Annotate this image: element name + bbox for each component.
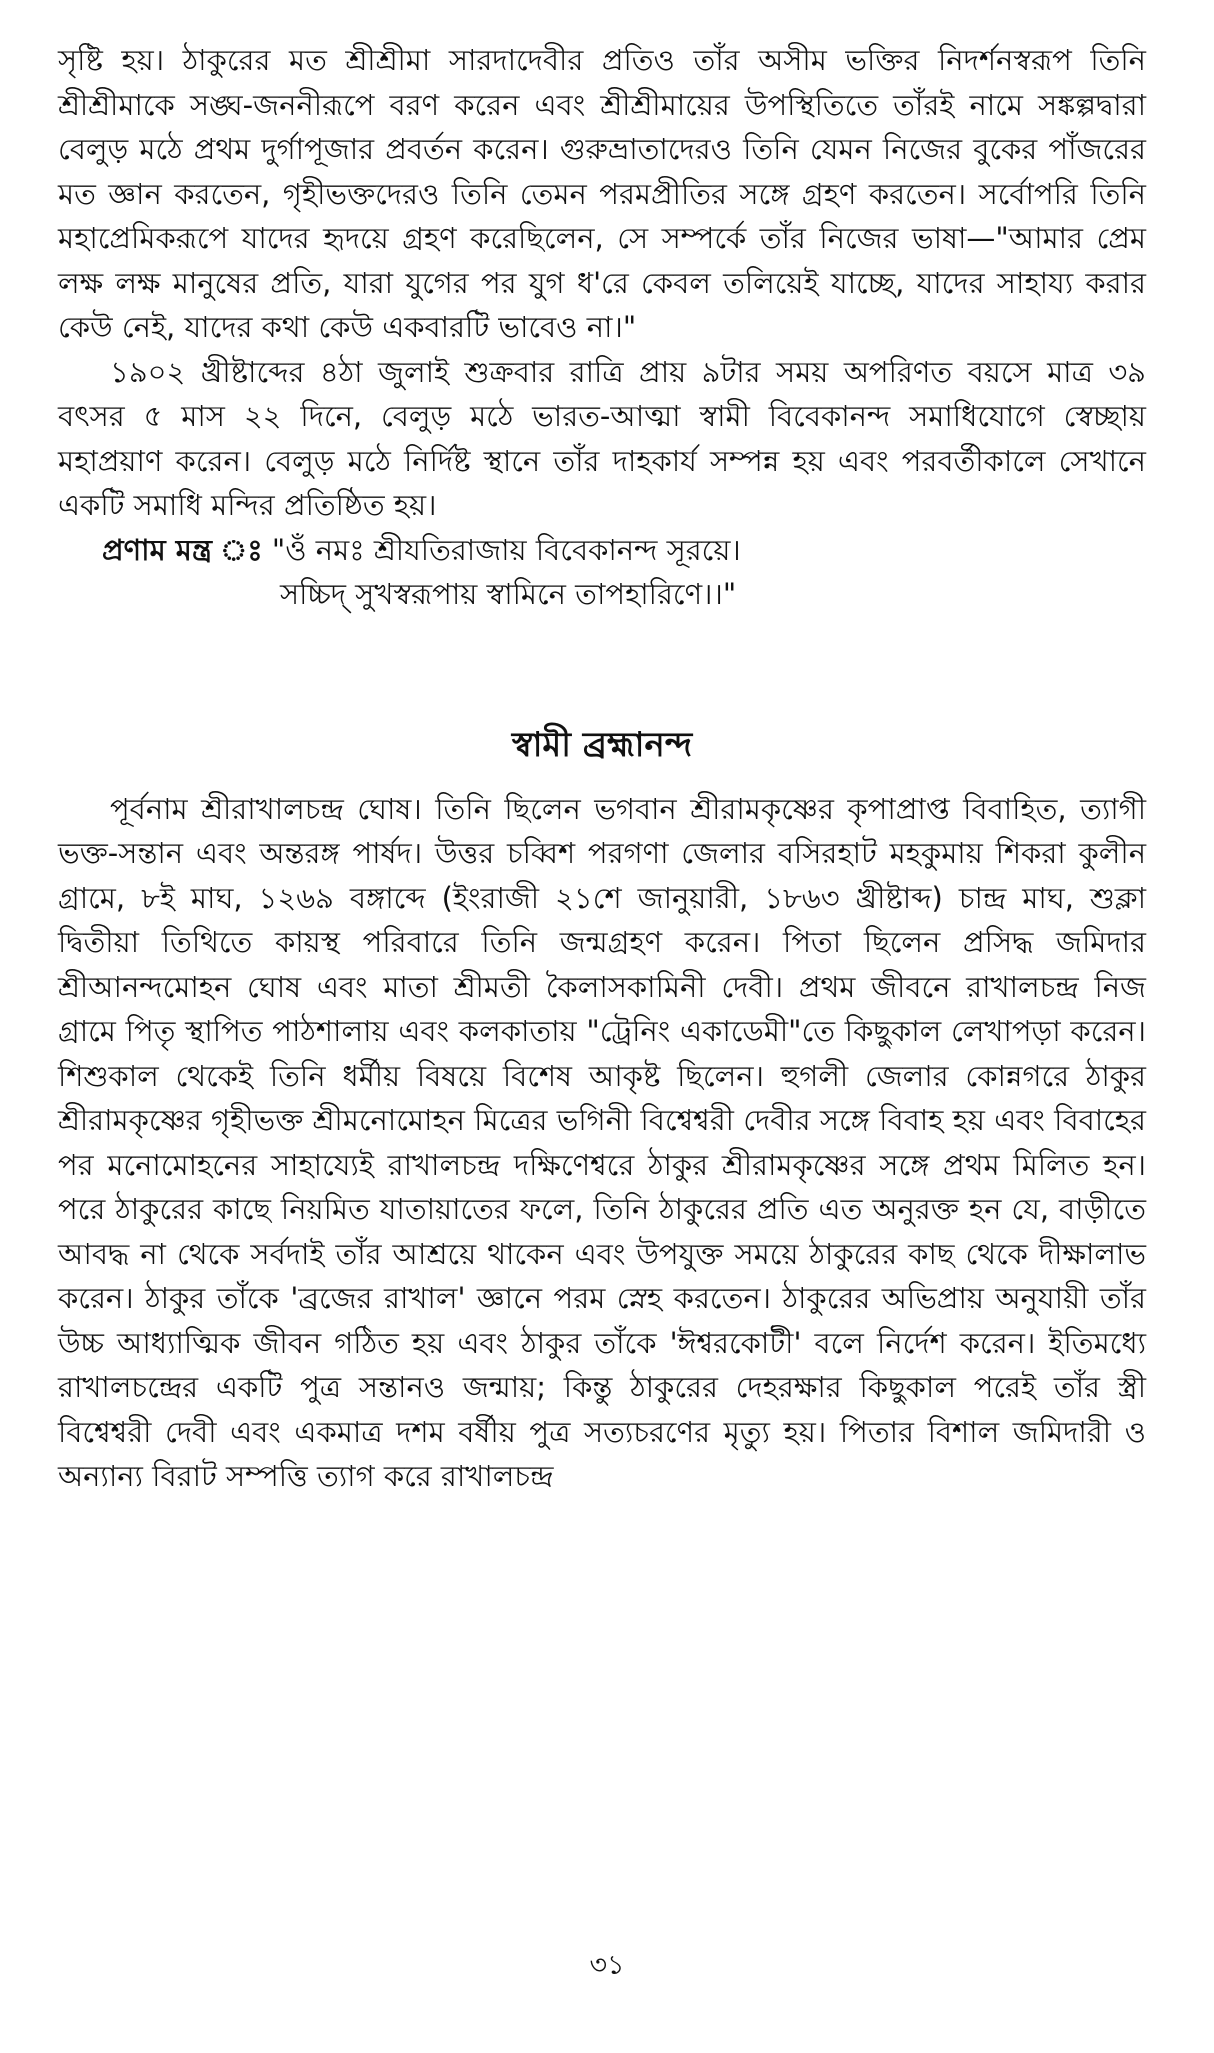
pranam-mantra-line-1: [58, 528, 1146, 573]
pranam-mantra-label: প্রণাম মন্ত্র ঃ: [102, 532, 263, 567]
pranam-mantra-text-1: "ওঁ নমঃ শ্রীযতিরাজায় বিবেকানন্দ সূরয়ে।: [271, 532, 741, 567]
section-heading: স্বামী ব্রহ্মানন্দ: [511, 724, 693, 765]
page-number: ৩১: [589, 1950, 625, 1981]
pranam-mantra-line-2: সচ্চিদ্ সুখস্বরূপায় স্বামিনে তাপহারিণে।।": [280, 577, 737, 611]
book-page: [58, 38, 1146, 2028]
brahmananda-paragraph: পূর্বনাম শ্রীরাখালচন্দ্র ঘোষ। তিনি ছিলেন ভগবান শ্রীরামকৃষ্ণের কৃপাপ্রাপ্ত বিবাহিত, ত্যাগী ভক্ত-সন্তান এবং অন্তরঙ্গ পার্ষদ। উত্তর চব্বিশ পরগণা জেলার বসিরহাট মহকুমায় শিকরা কুলীন গ্রামে, ৮ই মাঘ, ১২৬৯ বঙ্গাব্দে (ইংরাজী ২১শে জানুয়ারী, ১৮৬৩ খ্রীষ্টাব্দ) চান্দ্র মাঘ, শুক্লা দ্বিতীয়া তিথিতে কায়স্থ পরিবারে তিনি জন্মগ্রহণ করেন। পিতা ছিলেন প্রসিদ্ধ জমিদার শ্রীআনন্দমোহন ঘোষ এবং মাতা শ্রীমতী কৈলাসকামিনী দেবী। প্রথম জীবনে রাখালচন্দ্র নিজ গ্রামে পিতৃ স্থাপিত পাঠশালায় এবং কলকাতায় "ট্রেনিং একাডেমী"তে কিছুকাল লেখাপড়া করেন। শিশুকাল থেকেই তিনি ধর্মীয় বিষয়ে বিশেষ আকৃষ্ট ছিলেন। হুগলী জেলার কোন্নগরে ঠাকুর শ্রীরামকৃষ্ণের গৃহীভক্ত শ্রীমনোমোহন মিত্রের ভগিনী বিশ্বেশ্বরী দেবীর সঙ্গে বিবাহ হয় এবং বিবাহের পর মনোমোহনের সাহায্যেই রাখালচন্দ্র দক্ষিণেশ্বরে ঠাকুর শ্রীরামকৃষ্ণের সঙ্গে প্রথম মিলিত হন। পরে ঠাকুরের কাছে নিয়মিত যাতায়াতের ফলে, তিনি ঠাকুরের প্রতি এত অনুরক্ত হন যে, বাড়ীতে আবদ্ধ না থেকে সর্বদাই তাঁর আশ্রয়ে থাকেন এবং উপযুক্ত সময়ে ঠাকুরের কাছ থেকে দীক্ষালাভ করেন। ঠাকুর তাঁকে 'ব্রজের রাখাল' জ্ঞানে পরম স্নেহ করতেন। ঠাকুরের অভিপ্রায় অনুযায়ী তাঁর উচ্চ আধ্যাত্মিক জীবন গঠিত হয় এবং ঠাকুর তাঁকে 'ঈশ্বরকোটী' বলে নির্দেশ করেন। ইতিমধ্যে রাখালচন্দ্রের একটি পুত্র সন্তানও জন্মায়; কিন্তু ঠাকুরের দেহরক্ষার কিছুকাল পরেই তাঁর স্ত্রী বিশ্বেশ্বরী দেবী এবং একমাত্র দশম বর্ষীয় পুত্র সত্যচরণের মৃত্যু হয়। পিতার বিশাল জমিদারী ও অন্যান্য বিরাট সম্পত্তি ত্যাগ করে রাখালচন্দ্র: [58, 791, 1146, 1493]
continuation-paragraph: সৃষ্টি হয়। ঠাকুরের মত শ্রীশ্রীমা সারদাদেবীর প্রতিও তাঁর অসীম ভক্তির নিদর্শনস্বরূপ তিনি শ্রীশ্রীমাকে সঙ্ঘ-জননীরূপে বরণ করেন এবং শ্রীশ্রীমায়ের উপস্থিতিতে তাঁরই নামে সঙ্কল্পদ্বারা বেলুড় মঠে প্রথম দুর্গাপূজার প্রবর্তন করেন। গুরুভ্রাতাদেরও তিনি যেমন নিজের বুকের পাঁজরের মত জ্ঞান করতেন, গৃহীভক্তদেরও তিনি তেমন পরমপ্রীতির সঙ্গে গ্রহণ করতেন। সর্বোপরি তিনি মহাপ্রেমিকরূপে যাদের হৃদয়ে গ্রহণ করেছিলেন, সে সম্পর্কে তাঁর নিজের ভাষা—"আমার প্রেম লক্ষ লক্ষ মানুষের প্রতি, যারা যুগের পর যুগ ধ'রে কেবল তলিয়েই যাচ্ছে, যাদের সাহায্য করার কেউ নেই, যাদের কথা কেউ একবারটি ভাবেও না।": [58, 43, 1146, 344]
death-paragraph: ১৯০২ খ্রীষ্টাব্দের ৪ঠা জুলাই শুক্রবার রাত্রি প্রায় ৯টার সময় অপরিণত বয়সে মাত্র ৩৯ বৎসর ৫ মাস ২২ দিনে, বেলুড় মঠে ভারত-আত্মা স্বামী বিবেকানন্দ সমাধিযোগে স্বেচ্ছায় মহাপ্রয়াণ করেন। বেলুড় মঠে নির্দিষ্ট স্থানে তাঁর দাহকার্য সম্পন্ন হয় এবং পরবর্তীকালে সেখানে একটি সমাধি মন্দির প্রতিষ্ঠিত হয়।: [58, 354, 1146, 522]
